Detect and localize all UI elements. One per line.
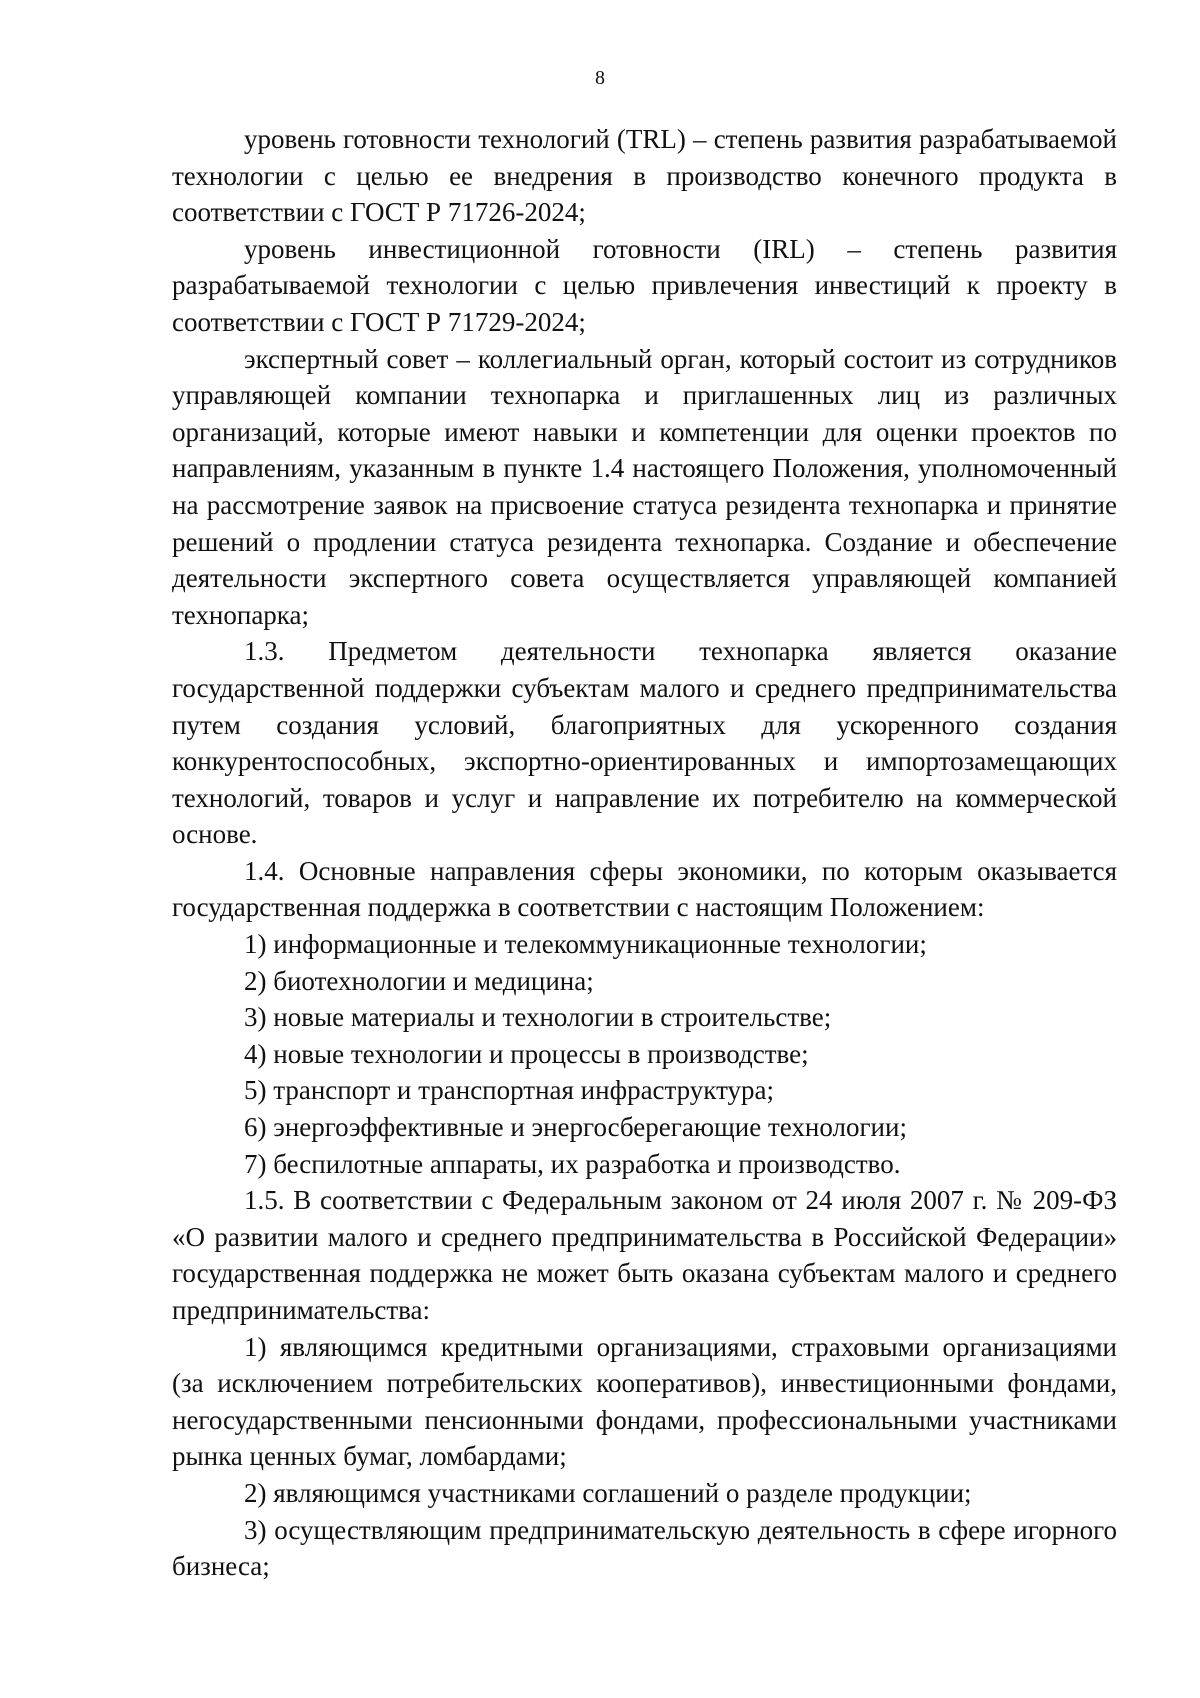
page-number: 8 (595, 67, 605, 89)
exclusion-item: 3) осуществляющим предпринимательскую деятельность в сфере игорного бизнеса; (172, 1514, 1117, 1582)
definition-expert-council: экспертный совет – коллегиальный орган, который состоит из сотрудников управляющей компании технопарка и приглашенных лиц из различных организаций, которые имеют навыки и компетенции для оценки проектов по направлениям, указанным в пункте 1.4 настоящего Положения, уполномоченный на рассмотрение заявок на присвоение статуса резидента технопарка и принятие решений о продлении статуса резидента технопарка. Создание и обеспечение деятельности экспертного совета осуществляется управляющей компанией технопарка; (172, 343, 1117, 630)
document-body (172, 121, 1117, 1585)
direction-item: 1) информационные и телекоммуникационные технологии; (244, 929, 927, 960)
definition-irl: уровень инвестиционной готовности (IRL) – степень развития разрабатываемой технологии с целью привлечения инвестиций к проекту в соответствии с ГОСТ Р 71729-2024; (172, 233, 1117, 337)
exclusion-item: 1) являющимся кредитными организациями, страховыми организациями (за исключением потребительских кооперативов), инвестиционными фондами, негосударственными пенсионными фондами, профессиональными участниками рынка ценных бумаг, ломбардами; (172, 1331, 1117, 1472)
direction-item: 4) новые технологии и процессы в производстве; (244, 1038, 809, 1069)
direction-item: 7) беспилотные аппараты, их разработка и производство. (244, 1148, 901, 1179)
section-1-3: 1.3. Предметом деятельности технопарка является оказание государственной поддержки субъектам малого и среднего предпринимательства путем создания условий, благоприятных для ускоренного создания конкурентоспособных, экспортно-ориентированных и импортозамещающих технологий, товаров и услуг и направление их потребителю на коммерческой основе. (172, 636, 1117, 850)
direction-item: 2) биотехнологии и медицина; (244, 965, 594, 996)
section-1-4: 1.4. Основные направления сферы экономики, по которым оказывается государственная поддержка в соответствии с настоящим Положением: (172, 855, 1117, 923)
direction-item: 5) транспорт и транспортная инфраструктура; (244, 1075, 774, 1106)
direction-item: 3) новые материалы и технологии в строительстве; (244, 1002, 832, 1033)
section-1-5: 1.5. В соответствии с Федеральным законом от 24 июля 2007 г. № 209-ФЗ «О развитии малого и среднего предпринимательства в Российской Федерации» государственная поддержка не может быть оказана субъектам малого и среднего предпринимательства: (172, 1185, 1117, 1325)
exclusion-item: 2) являющимся участниками соглашений о разделе продукции; (244, 1477, 972, 1508)
definition-trl: уровень готовности технологий (TRL) – степень развития разрабатываемой технологии с целью ее внедрения в производство конечного продукта в соответствии с ГОСТ Р 71726-2024; (172, 124, 1117, 228)
direction-item: 6) энергоэффективные и энергосберегающие технологии; (244, 1112, 907, 1143)
